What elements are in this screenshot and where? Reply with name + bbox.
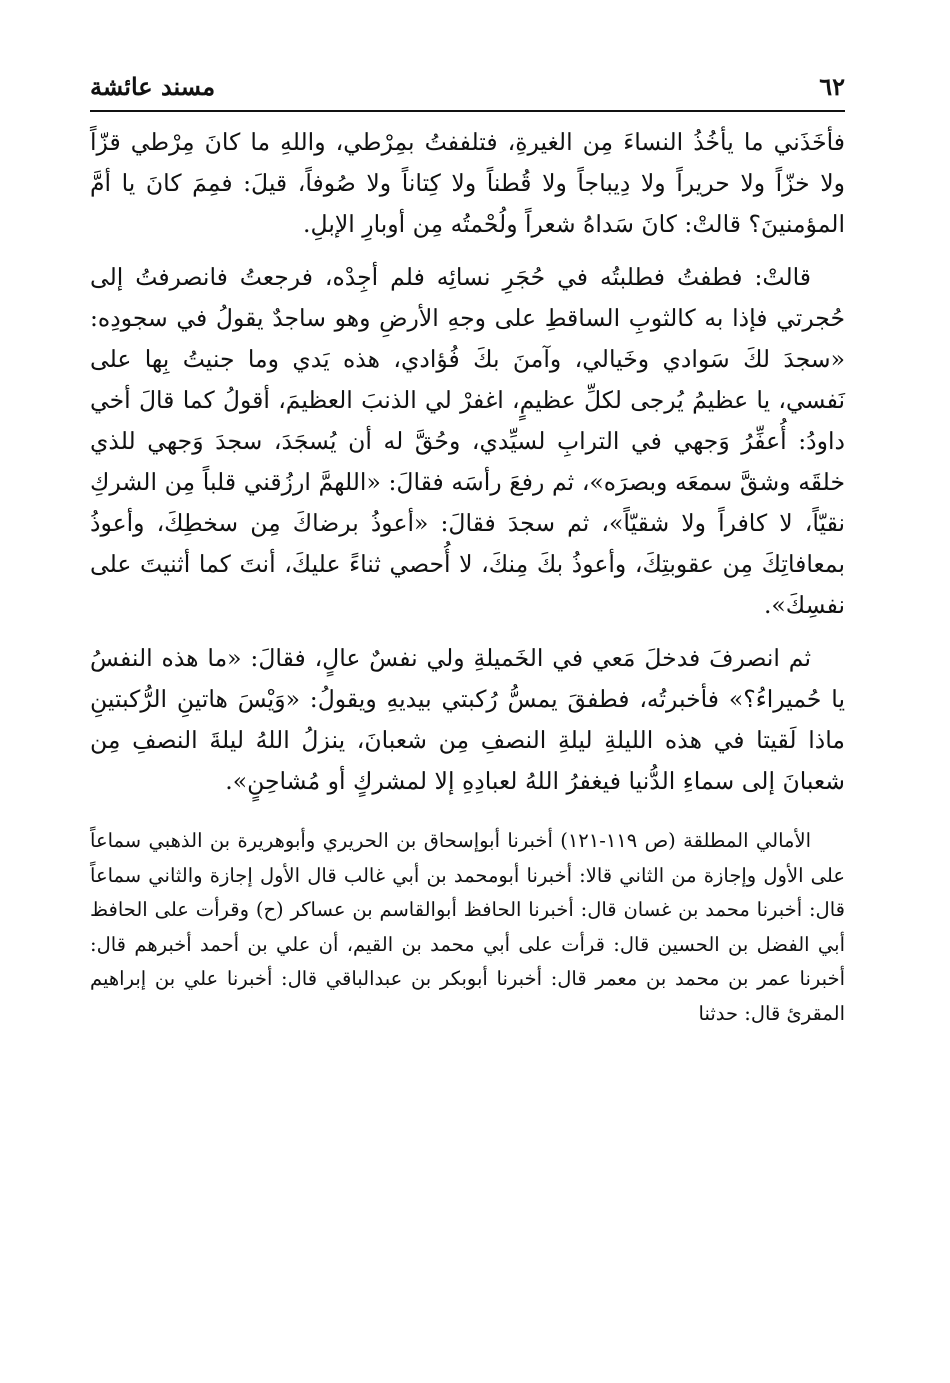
main-text	[90, 122, 845, 1051]
running-title: مسند عائشة	[90, 71, 216, 101]
page-number: ٦٢	[819, 71, 845, 101]
paragraph-1: فأخَذَني ما يأخُذُ النساءَ مِن الغيرةِ، فتلففتُ بمِرْطي، واللهِ ما كانَ مِرْطي قزّاً ولا خزّاً ولا حريراً ولا دِيباجاً ولا قُطناً ولا كِتاناً ولا صُوفاً، قيلَ: فمِمَ كانَ يا أمَّ المؤمنينَ؟ قالتْ: كانَ سَداهُ شعراً ولُحْمتُه مِن أوبارِ الإبلِ.	[90, 128, 845, 238]
source-note: الأمالي المطلقة (ص ١١٩-١٢١) أخبرنا أبوإسحاق بن الحريري وأبوهريرة بن الذهبي سماعاً على الأول وإجازة من الثاني قالا: أخبرنا أبومحمد بن أبي غالب قال الأول إجازة والثاني سماعاً قال: أخبرنا محمد بن غسان قال: أخبرنا الحافظ أبوالقاسم بن عساكر (ح) وقرأت على الحافظ أبي الفضل بن الحسين قال: قرأت على أبي محمد بن القيم، أن علي بن أحمد أخبرهم قال: أخبرنا عمر بن محمد بن معمر قال: أخبرنا أبوبكر بن عبدالباقي قال: أخبرنا علي بن إبراهيم المقرئ قال: حدثنا	[90, 829, 845, 1025]
paragraph-2: قالتْ: فطفتُ فطلبتُه في حُجَرِ نسائِه فلم أجِدْه، فرجعتُ فانصرفتُ إلى حُجرتي فإذا به كالثوبِ الساقطِ على وجهِ الأرضِ وهو ساجدٌ يقولُ في سجودِه: «سجدَ لكَ سَوادي وخَيالي، وآمنَ بكَ فُؤادي، هذه يَدي وما جنيتُ بِها على نَفسي، يا عظيمُ يُرجى لكلِّ عظيمٍ، اغفرْ لي الذنبَ العظيمَ، أقولُ كما قالَ أخي داودُ: أُعفِّرُ وَجهي في الترابِ لسيِّدي، وحُقَّ له أن يُسجَدَ، سجدَ وَجهي للذي خلقَه وشقَّ سمعَه وبصرَه»، ثم رفعَ رأسَه فقالَ: «اللهمَّ ارزُقني قلباً مِن الشركِ نقيّاً، لا كافراً ولا شقيّاً»، ثم سجدَ فقالَ: «أعوذُ برضاكَ مِن سخطِكَ، وأعوذُ بمعافاتِكَ مِن عقوبتِكَ، وأعوذُ بكَ مِنكَ، لا أُحصي ثناءً عليكَ، أنتَ كما أثنيتَ على نفسِكَ».	[90, 263, 845, 619]
paragraph-3: ثم انصرفَ فدخلَ مَعي في الخَميلةِ ولي نفسٌ عالٍ، فقالَ: «ما هذه النفسُ يا حُميراءُ؟» فأخبرتُه، فطفقَ يمسُّ رُكبتي بيديهِ ويقولُ: «وَيْسَ هاتينِ الرُّكبتينِ ماذا لَقيتا في هذه الليلةِ ليلةِ النصفِ مِن شعبانَ، ينزلُ اللهُ ليلةَ النصفِ مِن شعبانَ إلى سماءِ الدُّنيا فيغفرُ اللهُ لعبادِهِ إلا لمشركٍ أو مُشاحِنٍ».	[90, 644, 845, 795]
page-header	[90, 66, 845, 106]
header-rule	[90, 110, 845, 112]
